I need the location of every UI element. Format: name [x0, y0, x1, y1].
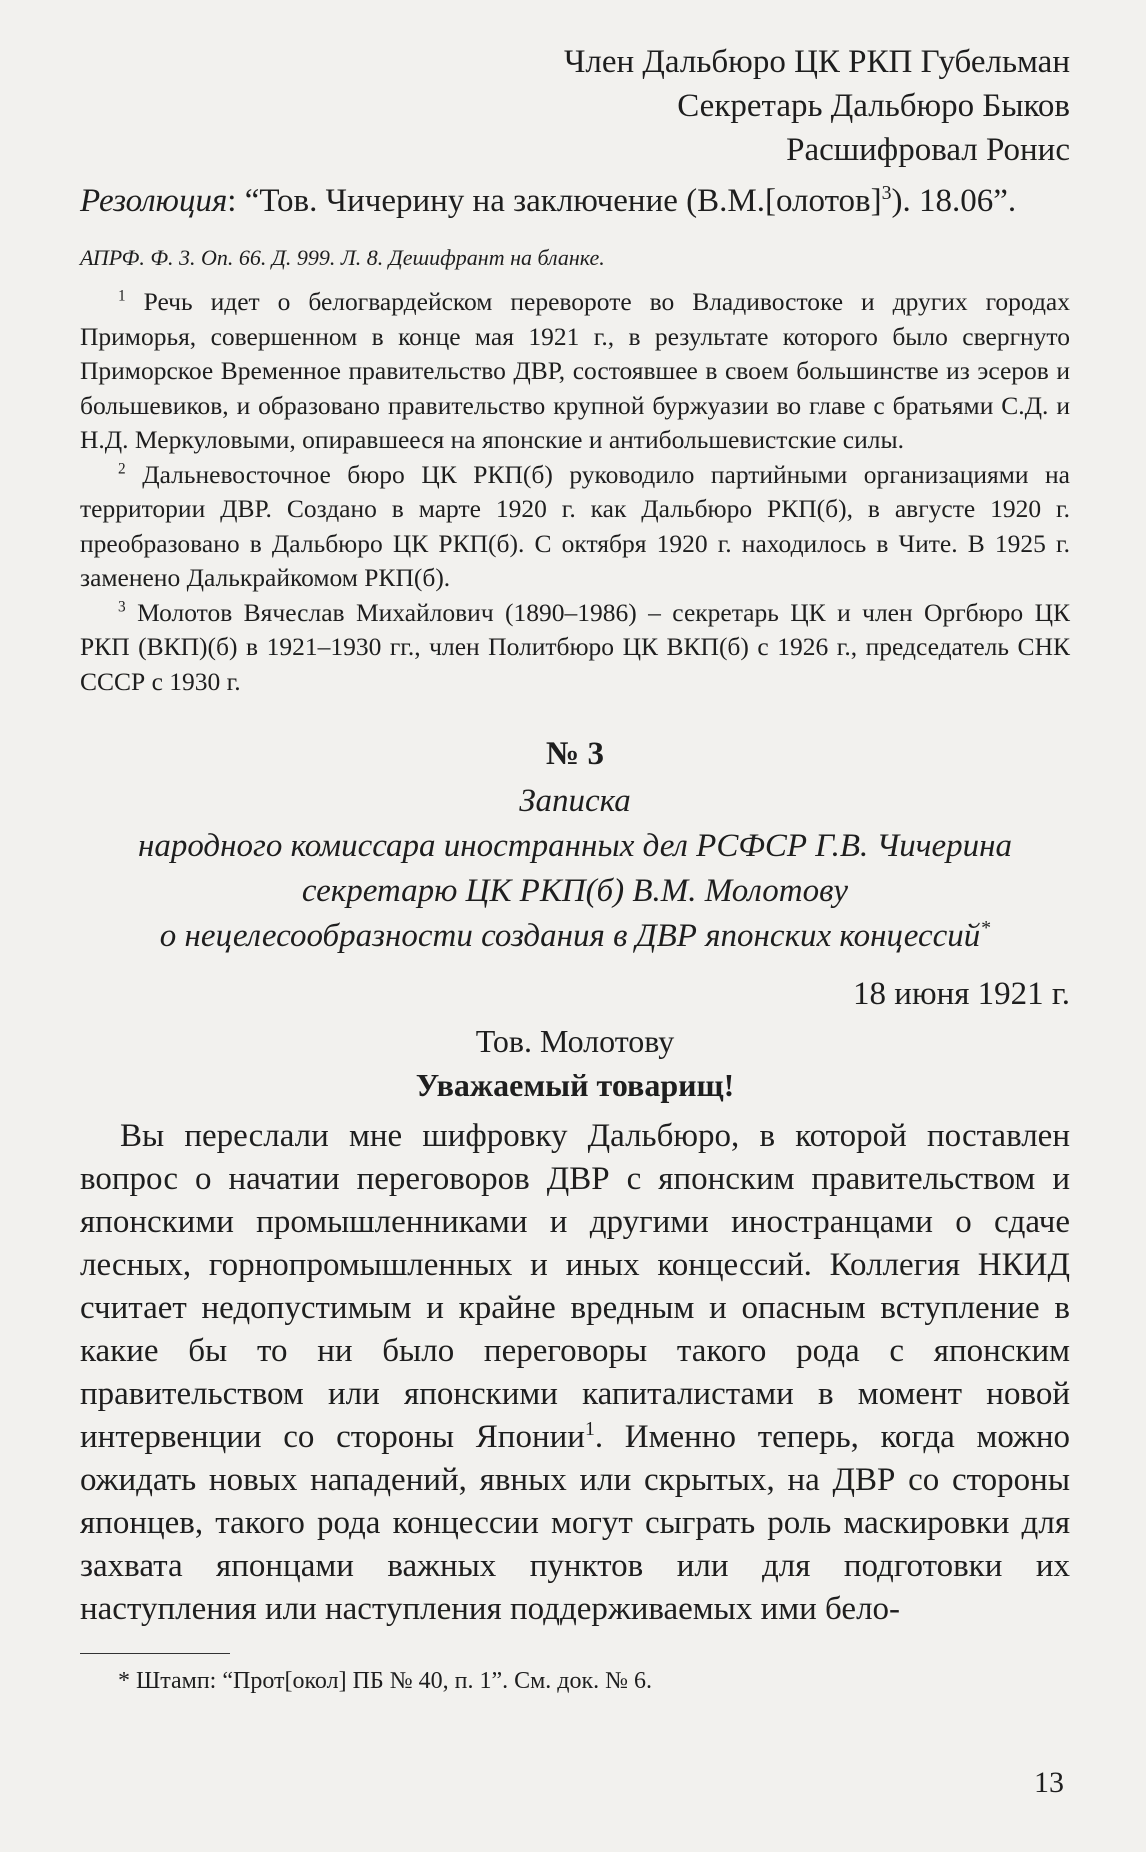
title-line-1: Записка — [519, 783, 631, 819]
resolution-text-end: ). 18.06”. — [891, 183, 1017, 219]
footnote-text: Речь идет о белогвардейском перевороте во Владивостоке и других городах Приморья, совершенном в конце мая 1921 г., в результате которого было свергнуто Приморское Временное правительство ДВР, состоявшее в своем большинстве из эсеров и большевиков, и образовано правительство крупной буржуазии во главе с братьями С.Д. и Н.Д. Меркуловыми, опиравшееся на японские и антибольшевистские силы. — [80, 287, 1070, 454]
footnote-number: 2 — [118, 460, 126, 477]
footnote-number: 3 — [118, 598, 126, 615]
greeting: Уважаемый товарищ! — [415, 1067, 735, 1103]
archive-reference: АПРФ. Ф. 3. Оп. 66. Д. 999. Л. 8. Дешифрант на бланке. — [80, 245, 605, 270]
signature-line-3: Расшифровал Ронис — [786, 132, 1070, 168]
document-title — [80, 779, 1070, 959]
footnote-text: Дальневосточное бюро ЦК РКП(б) руководило партийными организациями на территории ДВР. Создано в марте 1920 г. как Дальбюро РКП(б), в августе 1920 г. преобразовано в Дальбюро ЦК РКП(б). С октября 1920 г. находилось в Чите. В 1925 г. заменено Далькрайкомом РКП(б). — [80, 459, 1071, 592]
resolution-label: Резолюция — [80, 183, 228, 219]
footnote-3 — [80, 596, 1070, 700]
page — [80, 40, 1070, 1840]
body-sup: 1 — [584, 1418, 595, 1440]
page-number: 13 — [1034, 1766, 1064, 1799]
body-text: Вы переслали мне шифровку Дальбюро, в которой поставлен вопрос о начатии переговоров ДВР с японским правительством и японскими промышленниками и другими иностранцами о сдаче лесных, горнопромышленных и иных концессий. Коллегия НКИД считает недопустимым и крайне вредным и опасным вступление в какие бы то ни было переговоры такого рода с японским правительством или японскими капиталистами в момент новой интервенции со стороны Японии$^1$. Именно теперь, когда можно ожидать новых нападений, явных или скрытых, на ДВР со стороны японцев, такого рода концессии могут сыграть роль маскировки для захвата японцами важных пунктов или для подготовки их наступления или наступления поддерживаемых ими бело- — [80, 1118, 1070, 1627]
title-line-2: народного комиссара иностранных дел РСФСР Г.В. Чичерина — [137, 828, 1013, 864]
footnote-number: 1 — [118, 287, 126, 305]
title-line-3: секретарю ЦК РКП(б) В.М. Молотову — [301, 873, 849, 909]
signature-line-1: Член Дальбюро ЦК РКП Губельман — [563, 44, 1070, 80]
footnote-1 — [80, 285, 1070, 458]
footnote-text: Молотов Вячеслав Михайлович (1890–1986) – секретарь ЦК и член Оргбюро ЦК РКП (ВКП)(б) в 1921–1930 гг., член Политбюро ЦК ВКП(б) с 1926 г., председатель СНК СССР с 1930 г. — [80, 597, 1070, 696]
title-line-4: о нецелесообразности создания в ДВР японских концессий* — [159, 917, 991, 954]
resolution-sup: 3 — [881, 182, 892, 204]
title-star: * — [980, 917, 991, 939]
document-date: 18 июня 1921 г. — [853, 976, 1070, 1012]
signature-line-2: Секретарь Дальбюро Быков — [677, 88, 1070, 124]
star-note: * Штамп: “Прот[окол] ПБ № 40, п. 1”. См. док. № 6. — [118, 1668, 653, 1694]
footnote-divider — [80, 1653, 230, 1654]
resolution-text: : “Тов. Чичерину на заключение (В.М.[олотов] — [227, 183, 882, 219]
addressee: Тов. Молотову — [475, 1023, 675, 1059]
document-number: № 3 — [546, 736, 604, 772]
footnotes — [80, 285, 1070, 699]
resolution — [80, 180, 1070, 223]
signature-block — [80, 40, 1070, 172]
footnote-2 — [80, 458, 1070, 596]
